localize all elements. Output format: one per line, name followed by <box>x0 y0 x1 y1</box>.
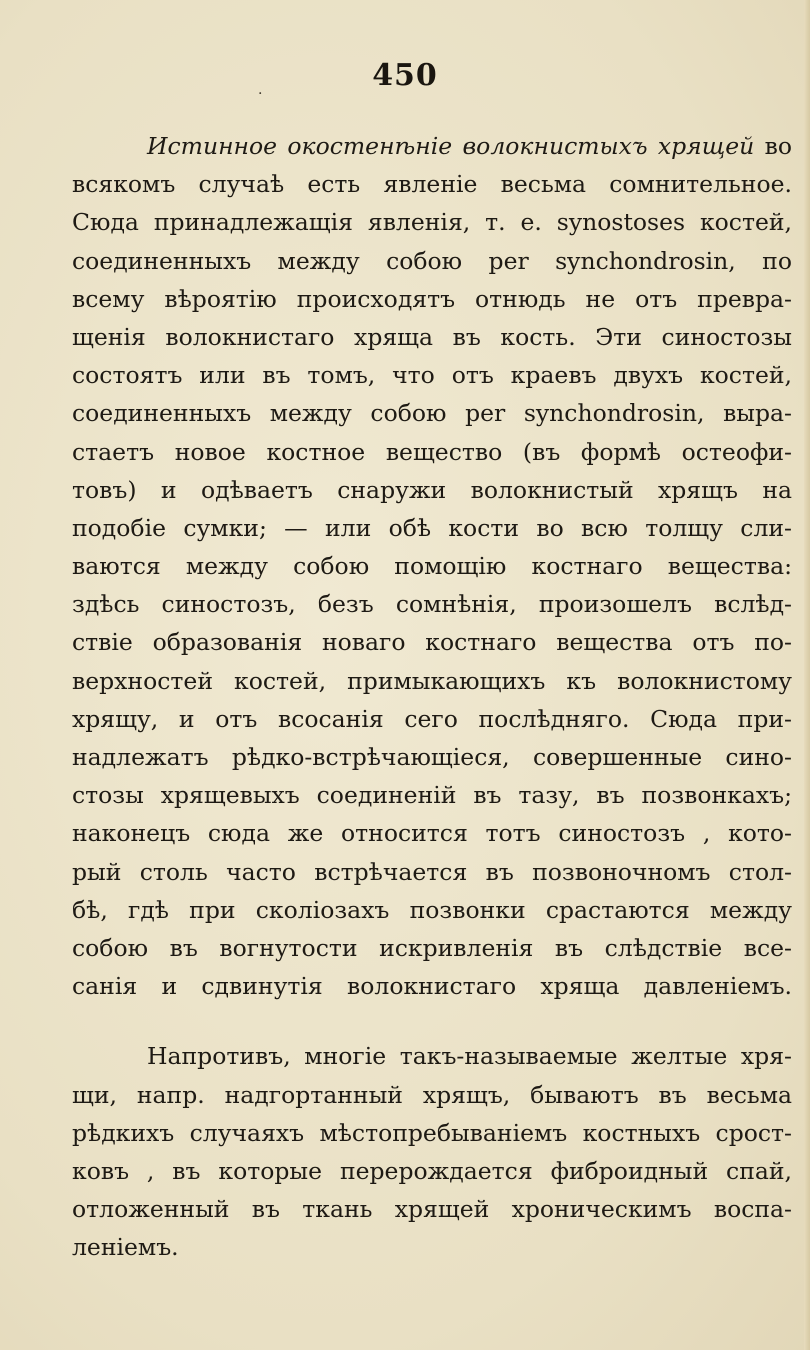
text-line: состоятъ или въ томъ, что отъ краевъ двухъ костей, <box>72 361 792 390</box>
text-line: хрящу, и отъ всосанія сего послѣдняго. Сюда при- <box>72 704 792 733</box>
text-line: санія и сдвинутія волокнистаго хряща давленіемъ. <box>72 972 792 1001</box>
text-line: стозы хрящевыхъ соединеній въ тазу, въ позвонкахъ; <box>72 781 792 810</box>
text-line: ваются между собою помощію костнаго вещества: <box>72 552 792 581</box>
paragraph-gap <box>72 1005 792 1037</box>
text-line: надлежатъ рѣдко-встрѣчающіеся, совершенные сино- <box>72 743 792 771</box>
page-number: 450 <box>372 58 438 93</box>
text-line: ковъ , въ которые перерождается фиброидный спай, <box>72 1156 792 1185</box>
text-line: подобіе сумки; — или обѣ кости во всю толщу сли- <box>72 513 792 542</box>
text-line: Напротивъ, многіе такъ-называемые желтые хря- <box>147 1042 792 1071</box>
text-line: собою въ вогнутости искривленія въ слѣдствіе все- <box>72 933 792 962</box>
text-line: наконецъ сюда же относится тотъ синостозъ , кото- <box>72 819 792 848</box>
italic-phrase: Истинное окостенѣніе волокнистыхъ хрящей <box>147 132 755 160</box>
text-line: щенія волокнистаго хряща въ кость. Эти синостозы <box>72 322 792 351</box>
text-line: здѣсь синостозъ, безъ сомнѣнія, произошелъ вслѣд- <box>72 590 792 619</box>
text-line: соединенныхъ между собою per synchondrosin, выра- <box>72 399 792 428</box>
text-line: ствіе образованія новаго костнаго вещества отъ по- <box>72 628 792 657</box>
text-line: верхностей костей, примыкающихъ къ волокнистому <box>72 666 792 695</box>
print-mark: . <box>258 82 263 98</box>
text-line: бѣ, гдѣ при сколіозахъ позвонки срастаются между <box>72 895 792 924</box>
text-line: соединенныхъ между собою per synchondrosin, по <box>72 246 792 275</box>
page-edge <box>804 0 810 1350</box>
text-line: рый столь часто встрѣчается въ позвоночномъ стол- <box>72 857 792 886</box>
text-line: щи, напр. надгортанный хрящъ, бываютъ въ весьма <box>72 1080 792 1109</box>
text-line: всякомъ случаѣ есть явленіе весьма сомнительное. <box>72 170 792 199</box>
text-line: Сюда принадлежащія явленія, т. е. synostoses костей, <box>72 208 792 237</box>
text-line: товъ) и одѣваетъ снаружи волокнистый хрящъ на <box>72 475 792 504</box>
text-line <box>72 127 792 165</box>
body-text <box>72 127 792 1266</box>
text-line: стаетъ новое костное вещество (въ формѣ остеофи- <box>72 437 792 466</box>
text-line: отложенный въ ткань хрящей хроническимъ воспа- <box>72 1195 792 1224</box>
text-line: рѣдкихъ случаяхъ мѣстопребываніемъ костныхъ срост- <box>72 1118 792 1147</box>
text-fragment: во <box>754 132 792 160</box>
text-line: всему вѣроятію происходятъ отнюдь не отъ превра- <box>72 284 792 313</box>
text-line: леніемъ. <box>72 1233 179 1262</box>
